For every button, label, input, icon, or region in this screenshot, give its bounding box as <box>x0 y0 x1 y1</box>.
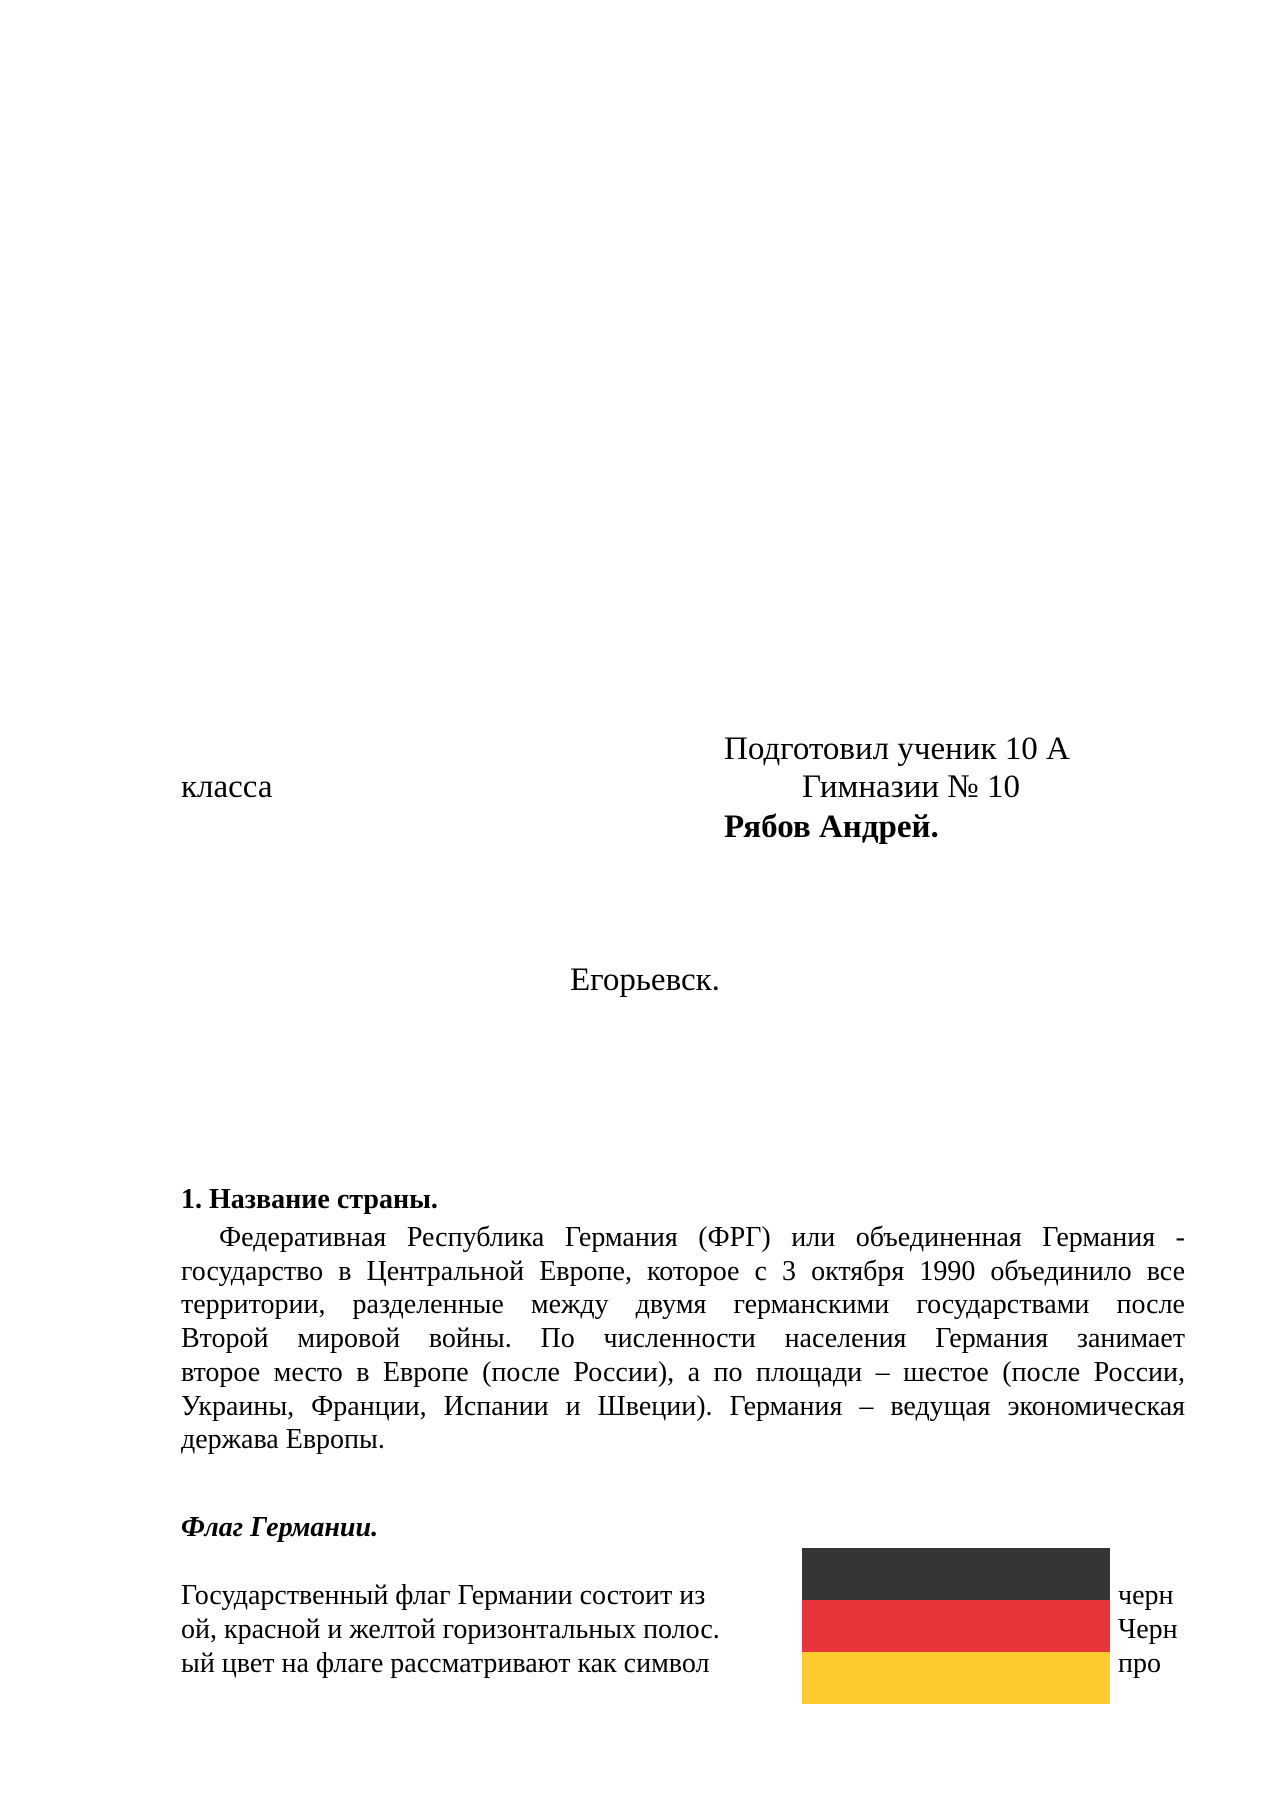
city-name: Егорьевск. <box>570 962 720 998</box>
country-description-paragraph <box>181 1221 1185 1457</box>
flag-stripe-red <box>802 1600 1110 1652</box>
paragraph-line: территории, разделенные между двумя германскими государствами после <box>181 1289 1185 1321</box>
prepared-class-word: класса <box>181 769 273 805</box>
flag-text-left-line: ый цвет на флаге рассматривают как символ <box>181 1648 710 1679</box>
prepared-by-line: Подготовил ученик 10 А <box>724 731 1070 767</box>
flag-text-right-line: про <box>1118 1648 1161 1679</box>
section-heading-country-name: 1. Название страны. <box>181 1184 438 1215</box>
flag-section-heading: Флаг Германии. <box>181 1512 379 1543</box>
flag-stripe-gold <box>802 1652 1110 1704</box>
flag-stripe-black <box>802 1548 1110 1600</box>
flag-text-left-line: ой, красной и желтой горизонтальных полос. <box>181 1614 720 1645</box>
paragraph-line: Второй мировой войны. По численности населения Германия занимает <box>181 1323 1185 1355</box>
flag-text-right-line: черн <box>1118 1580 1174 1611</box>
gymnasium-line: Гимназии № 10 <box>802 769 1021 805</box>
paragraph-line: держава Европы. <box>181 1424 385 1456</box>
author-name: Рябов Андрей. <box>724 809 939 845</box>
flag-text-right-line: Черн <box>1118 1614 1178 1645</box>
paragraph-line: второе место в Европе (после России), а по площади – шестое (после России, <box>181 1356 1185 1388</box>
paragraph-line: Украины, Франции, Испании и Швеции). Германия – ведущая экономическая <box>181 1390 1185 1422</box>
paragraph-line: Федеративная Республика Германия (ФРГ) или объединенная Германия - <box>219 1222 1185 1253</box>
german-flag-image <box>802 1548 1110 1704</box>
paragraph-line: государство в Центральной Европе, которое с 3 октября 1990 объединило все <box>181 1255 1185 1287</box>
flag-text-left-line: Государственный флаг Германии состоит из <box>181 1580 706 1611</box>
